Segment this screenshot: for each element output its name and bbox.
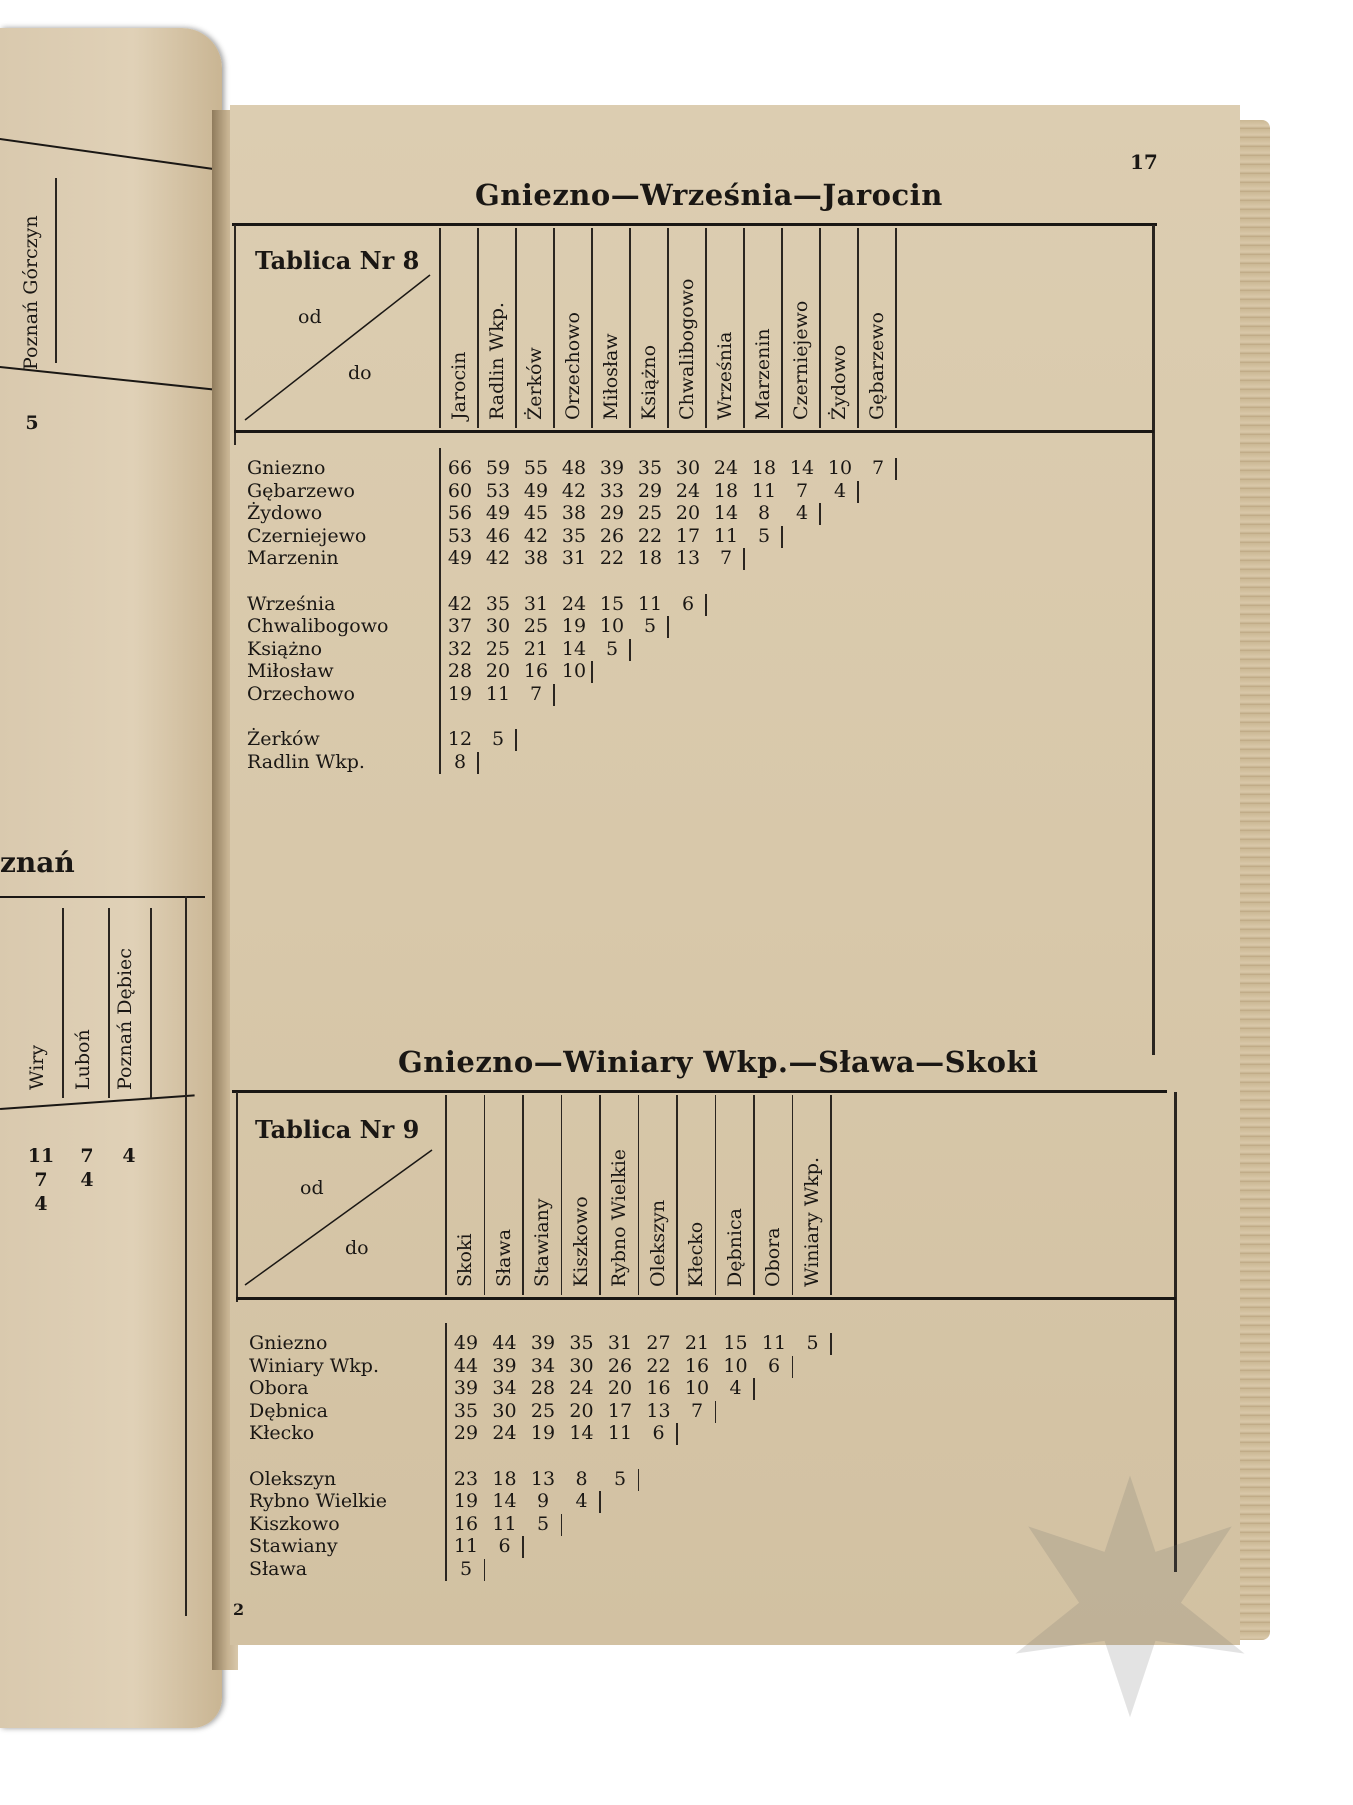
table-cell: 31 — [607, 1332, 633, 1354]
column-divider — [753, 1095, 755, 1295]
table8-left-border — [234, 225, 236, 445]
table8-label: Tablica Nr 8 — [255, 246, 420, 275]
table-cell: 35 — [485, 592, 511, 615]
rows-left-border — [445, 1323, 447, 1581]
table-cell: 13 — [646, 1399, 671, 1422]
column-header-text: Rybno Wielkie — [608, 1148, 630, 1287]
row-step-line — [792, 1356, 794, 1378]
table-cell: 33 — [599, 479, 625, 502]
page-number: 17 — [1130, 150, 1158, 174]
table-cell: 9 — [536, 1490, 550, 1512]
column-divider — [743, 228, 745, 428]
table8-right-border — [1152, 225, 1155, 1055]
table-cell: 4 — [833, 479, 847, 502]
table-cell: 39 — [453, 1377, 479, 1399]
row-name: Gniezno — [249, 1332, 328, 1354]
table-cell: 25 — [530, 1399, 556, 1422]
table-cell: 53 — [485, 479, 511, 502]
table-cell: 44 — [453, 1354, 479, 1377]
row-name: Sława — [249, 1557, 308, 1580]
column-header — [718, 1095, 754, 1295]
table-cell: 55 — [523, 457, 549, 479]
table-cell: 6 — [498, 1535, 511, 1557]
table-cell: 44 — [492, 1332, 517, 1354]
column-divider — [439, 228, 441, 428]
left-page — [0, 28, 222, 1728]
left-column-header — [20, 908, 56, 1098]
left-top-rule — [0, 138, 220, 171]
table-cell: 19 — [447, 682, 473, 705]
table-cell: 16 — [453, 1512, 479, 1535]
row-step-line — [895, 458, 897, 480]
table-cell: 5 — [459, 1557, 473, 1580]
row-step-line — [676, 1423, 678, 1445]
column-header — [679, 1095, 715, 1295]
column-divider — [477, 228, 479, 428]
row-step-line — [522, 1536, 524, 1558]
row-name: Winiary Wkp. — [249, 1354, 380, 1377]
column-header-text: Marzenin — [752, 328, 774, 420]
column-header-text: Winiary Wkp. — [800, 1156, 823, 1287]
row-name: Orzechowo — [247, 682, 355, 705]
row-step-line — [753, 1378, 755, 1400]
table-cell: 7 — [719, 547, 733, 569]
row-step-line — [705, 594, 707, 616]
table-cell: 29 — [637, 479, 663, 502]
column-header-text: Gębarzewo — [866, 312, 888, 420]
table-cell: 11 — [637, 592, 663, 615]
rows-left-border — [439, 448, 441, 774]
row-name: Książno — [247, 637, 323, 660]
row-name: Dębnica — [249, 1399, 328, 1422]
table-cell: 39 — [492, 1354, 517, 1377]
table-cell: 24 — [561, 592, 587, 615]
row-name: Gniezno — [247, 457, 326, 479]
left-table-cell: 11 — [27, 1145, 55, 1167]
table-cell: 28 — [530, 1377, 556, 1399]
column-header-text: Kiszkowo — [569, 1196, 592, 1287]
table-cell: 25 — [637, 502, 663, 524]
column-header — [795, 1095, 831, 1295]
row-step-line — [629, 639, 631, 661]
table-cell: 11 — [751, 479, 777, 502]
table-cell: 25 — [485, 637, 511, 660]
column-header — [746, 228, 782, 428]
left-column-divider — [62, 908, 64, 1098]
table-cell: 14 — [492, 1490, 517, 1512]
column-header — [518, 228, 554, 428]
table-cell: 15 — [723, 1332, 748, 1354]
left-table-cell: 4 — [34, 1193, 48, 1215]
table-cell: 22 — [637, 524, 663, 547]
column-header — [641, 1095, 677, 1295]
table-cell: 24 — [569, 1377, 594, 1399]
column-header-text: Dębnica — [723, 1208, 746, 1287]
table-cell: 19 — [530, 1422, 556, 1444]
column-divider — [819, 228, 821, 428]
row-name: Miłosław — [247, 660, 334, 682]
table-cell: 27 — [646, 1332, 671, 1354]
table-cell: 16 — [523, 660, 549, 682]
left-column-header-text: Poznań Dębiec — [114, 948, 136, 1090]
table-cell: 31 — [523, 592, 549, 615]
table-cell: 15 — [599, 592, 625, 615]
column-header — [708, 228, 744, 428]
left-column-header-text: Luboń — [72, 1029, 94, 1090]
column-header — [784, 228, 820, 428]
row-name: Żydowo — [247, 502, 323, 524]
table-cell: 30 — [485, 615, 511, 637]
table-cell: 17 — [675, 524, 701, 547]
watermark-eagle-icon — [1000, 1450, 1260, 1730]
table-cell: 17 — [607, 1399, 633, 1422]
table-cell: 39 — [599, 457, 625, 479]
table-cell: 12 — [447, 728, 473, 750]
row-name: Kłecko — [249, 1422, 315, 1444]
left-section-rule — [0, 896, 205, 898]
table-cell: 56 — [447, 502, 473, 524]
table-cell: 42 — [523, 524, 549, 547]
table-cell: 21 — [684, 1332, 710, 1354]
row-name: Stawiany — [249, 1535, 338, 1557]
column-header-text: Żydowo — [828, 344, 850, 420]
row-step-line — [591, 661, 593, 683]
table-cell: 24 — [492, 1422, 517, 1444]
table8-top-rule — [232, 223, 1157, 226]
column-divider — [857, 228, 859, 428]
table-cell: 21 — [523, 637, 549, 660]
column-header-text: Chwalibogowo — [676, 278, 698, 420]
table9-od: od — [300, 1177, 324, 1199]
table-cell: 60 — [447, 479, 473, 502]
column-divider — [676, 1095, 678, 1295]
column-divider — [792, 1095, 794, 1295]
column-divider — [638, 1095, 640, 1295]
column-header-text: Jarocin — [448, 351, 470, 420]
left-column-header-text: Wiry — [26, 1044, 48, 1090]
table-cell: 10 — [684, 1377, 710, 1399]
column-divider — [715, 1095, 717, 1295]
table-cell: 18 — [637, 547, 663, 569]
table-cell: 6 — [681, 592, 695, 615]
table-cell: 6 — [767, 1354, 781, 1377]
row-name: Czerniejewo — [247, 524, 367, 547]
left-frame-line — [185, 896, 187, 1616]
table-cell: 5 — [806, 1332, 819, 1354]
table-cell: 10 — [827, 457, 853, 479]
table-cell: 24 — [675, 479, 701, 502]
table-cell: 11 — [485, 682, 511, 705]
table-cell: 59 — [485, 457, 511, 479]
column-header-text: Września — [714, 331, 736, 420]
table-cell: 35 — [569, 1332, 594, 1354]
table-cell: 22 — [646, 1354, 671, 1377]
column-header — [670, 228, 706, 428]
column-divider — [599, 1095, 601, 1295]
left-section-title: znań — [0, 846, 75, 879]
row-step-line — [515, 729, 517, 751]
row-step-line — [819, 503, 821, 525]
row-step-line — [667, 616, 669, 638]
row-step-line — [830, 1333, 832, 1355]
column-header — [594, 228, 630, 428]
row-name: Obora — [249, 1377, 309, 1399]
row-step-line — [477, 752, 479, 774]
table-cell: 7 — [690, 1399, 704, 1422]
column-header — [822, 228, 858, 428]
table-cell: 42 — [447, 592, 473, 615]
table-cell: 4 — [795, 502, 809, 524]
row-name: Kiszkowo — [249, 1512, 340, 1535]
table-cell: 18 — [751, 457, 777, 479]
column-divider — [830, 1095, 832, 1295]
table-cell: 5 — [757, 524, 771, 547]
table-cell: 11 — [761, 1332, 787, 1354]
table-cell: 20 — [569, 1399, 594, 1422]
row-name: Rybno Wielkie — [249, 1490, 388, 1512]
row-step-line — [599, 1491, 601, 1513]
footer-number: 2 — [233, 1600, 245, 1619]
table-cell: 16 — [684, 1354, 710, 1377]
table-cell: 19 — [561, 615, 587, 637]
left-table-cell: 7 — [80, 1145, 94, 1167]
column-header-text: Sława — [492, 1228, 515, 1287]
row-name: Marzenin — [247, 547, 339, 569]
table-cell: 14 — [569, 1422, 594, 1444]
table-cell: 13 — [675, 547, 701, 569]
column-divider — [667, 228, 669, 428]
row-step-line — [743, 548, 745, 570]
table-cell: 20 — [607, 1377, 633, 1399]
row-step-line — [781, 526, 783, 548]
column-divider — [591, 228, 593, 428]
column-header-text: Orzechowo — [562, 312, 584, 420]
table8-od: od — [298, 306, 322, 328]
table-cell: 49 — [485, 502, 511, 524]
row-name: Żerków — [247, 728, 320, 750]
table-cell: 7 — [795, 479, 809, 502]
table-cell: 8 — [575, 1467, 588, 1490]
table-cell: 18 — [492, 1467, 517, 1490]
row-name: Chwalibogowo — [247, 615, 389, 637]
column-header — [487, 1095, 523, 1295]
column-header-text: Czerniejewo — [790, 300, 812, 420]
table-cell: 11 — [453, 1535, 479, 1557]
table-cell: 5 — [491, 728, 505, 750]
table9-title: Gniezno—Winiary Wkp.—Sława—Skoki — [398, 1045, 1039, 1079]
table-cell: 53 — [447, 524, 473, 547]
left-column-header — [108, 908, 144, 1098]
row-step-line — [715, 1401, 717, 1423]
table-cell: 8 — [757, 502, 771, 524]
table9-diagonal — [240, 1140, 440, 1290]
row-step-line — [553, 684, 555, 706]
table-cell: 34 — [530, 1354, 556, 1377]
row-name: Radlin Wkp. — [247, 750, 365, 773]
column-header-text: Olekszyn — [646, 1199, 669, 1287]
table-cell: 48 — [561, 457, 587, 479]
column-header-text: Radlin Wkp. — [486, 302, 508, 420]
table-cell: 35 — [637, 457, 663, 479]
column-header — [756, 1095, 792, 1295]
table-cell: 14 — [713, 502, 739, 524]
row-name: Gębarzewo — [247, 479, 355, 502]
column-divider — [445, 1095, 447, 1295]
column-divider — [895, 228, 897, 428]
table-cell: 16 — [646, 1377, 671, 1399]
table-cell: 25 — [523, 615, 549, 637]
column-header-text: Kłecko — [685, 1221, 707, 1287]
column-header — [556, 228, 592, 428]
column-header — [564, 1095, 600, 1295]
table-cell: 22 — [599, 547, 625, 569]
table-cell: 11 — [713, 524, 739, 547]
table9-top-rule — [232, 1090, 1167, 1093]
table-cell: 26 — [607, 1354, 633, 1377]
table-cell: 34 — [492, 1377, 517, 1399]
column-header — [480, 228, 516, 428]
column-header — [602, 1095, 638, 1295]
table-cell: 49 — [447, 547, 473, 569]
column-header-text: Książno — [638, 344, 660, 420]
column-header-text: Miłosław — [600, 333, 622, 420]
column-header-text: Żerków — [524, 347, 546, 420]
table8-title: Gniezno—Września—Jarocin — [475, 178, 943, 212]
table-cell: 7 — [529, 682, 543, 705]
table9-do: do — [345, 1237, 369, 1259]
row-step-line — [561, 1514, 563, 1536]
left-column-divider — [150, 908, 152, 1098]
table-cell: 30 — [569, 1354, 594, 1377]
left-vline — [55, 178, 57, 363]
table-cell: 10 — [723, 1354, 748, 1377]
table-cell: 26 — [599, 524, 625, 547]
table-cell: 7 — [871, 457, 885, 479]
table-cell: 32 — [447, 637, 473, 660]
left-table-cell: 4 — [80, 1169, 94, 1191]
table-cell: 37 — [447, 615, 473, 637]
column-divider — [561, 1095, 563, 1295]
column-header — [632, 228, 668, 428]
row-step-line — [638, 1469, 640, 1491]
table-cell: 5 — [643, 615, 657, 637]
row-name: Olekszyn — [249, 1467, 337, 1490]
table-cell: 20 — [485, 660, 511, 682]
table-cell: 5 — [605, 637, 619, 660]
table-cell: 10 — [599, 615, 625, 637]
table9-label: Tablica Nr 9 — [255, 1115, 420, 1144]
table-cell: 20 — [675, 502, 701, 524]
table-cell: 13 — [530, 1467, 556, 1490]
column-header-text: Skoki — [454, 1233, 476, 1287]
table-cell: 14 — [561, 637, 587, 660]
table-cell: 38 — [561, 502, 587, 524]
table9-header-rule — [236, 1297, 1176, 1300]
table-cell: 49 — [523, 479, 549, 502]
table-cell: 45 — [523, 502, 549, 524]
left-col-header-text: Poznań Górczyn — [20, 215, 42, 370]
table-cell: 8 — [453, 750, 467, 773]
left-col-header — [14, 178, 50, 378]
row-step-line — [484, 1559, 486, 1581]
table-cell: 30 — [675, 457, 701, 479]
column-divider — [705, 228, 707, 428]
row-name: Września — [247, 592, 336, 615]
column-header — [860, 228, 896, 428]
table-cell: 29 — [453, 1422, 479, 1444]
table-cell: 11 — [607, 1422, 633, 1444]
row-step-line — [857, 481, 859, 503]
table-cell: 35 — [561, 524, 587, 547]
left-table-cell: 4 — [122, 1145, 136, 1167]
column-header-text: Stawiany — [531, 1198, 553, 1287]
table-cell: 24 — [713, 457, 739, 479]
column-divider — [553, 228, 555, 428]
column-divider — [515, 228, 517, 428]
table-cell: 38 — [523, 547, 549, 569]
column-header-text: Obora — [762, 1227, 784, 1287]
table-cell: 14 — [789, 457, 815, 479]
column-divider — [522, 1095, 524, 1295]
column-header — [525, 1095, 561, 1295]
table8-do: do — [348, 362, 372, 384]
table-cell: 42 — [561, 479, 587, 502]
table-cell: 5 — [536, 1512, 550, 1535]
left-col-value: 5 — [25, 412, 39, 434]
table-cell: 4 — [575, 1490, 588, 1512]
table-cell: 66 — [447, 457, 473, 479]
table-cell: 31 — [561, 547, 587, 569]
column-header — [442, 228, 478, 428]
table-cell: 10 — [561, 660, 587, 682]
table-cell: 28 — [447, 660, 473, 682]
column-divider — [484, 1095, 486, 1295]
table8-diagonal — [240, 270, 440, 430]
table-cell: 49 — [453, 1332, 479, 1354]
table9-left-border — [236, 1092, 238, 1302]
column-divider — [781, 228, 783, 428]
table-cell: 29 — [599, 502, 625, 524]
table-cell: 4 — [729, 1377, 742, 1399]
column-header — [448, 1095, 484, 1295]
table-cell: 30 — [492, 1399, 517, 1422]
left-table-cell: 7 — [34, 1169, 48, 1191]
column-divider — [629, 228, 631, 428]
table-cell: 42 — [485, 547, 511, 569]
table-cell: 19 — [453, 1490, 479, 1512]
table-cell: 39 — [530, 1332, 556, 1354]
left-column-header — [66, 908, 102, 1098]
table8-header-rule — [234, 430, 1154, 433]
table-cell: 5 — [613, 1467, 627, 1490]
table-cell: 18 — [713, 479, 739, 502]
table-cell: 23 — [453, 1467, 479, 1490]
table-cell: 46 — [485, 524, 511, 547]
table-cell: 35 — [453, 1399, 479, 1422]
table-cell: 6 — [652, 1422, 665, 1444]
table-cell: 11 — [492, 1512, 517, 1535]
